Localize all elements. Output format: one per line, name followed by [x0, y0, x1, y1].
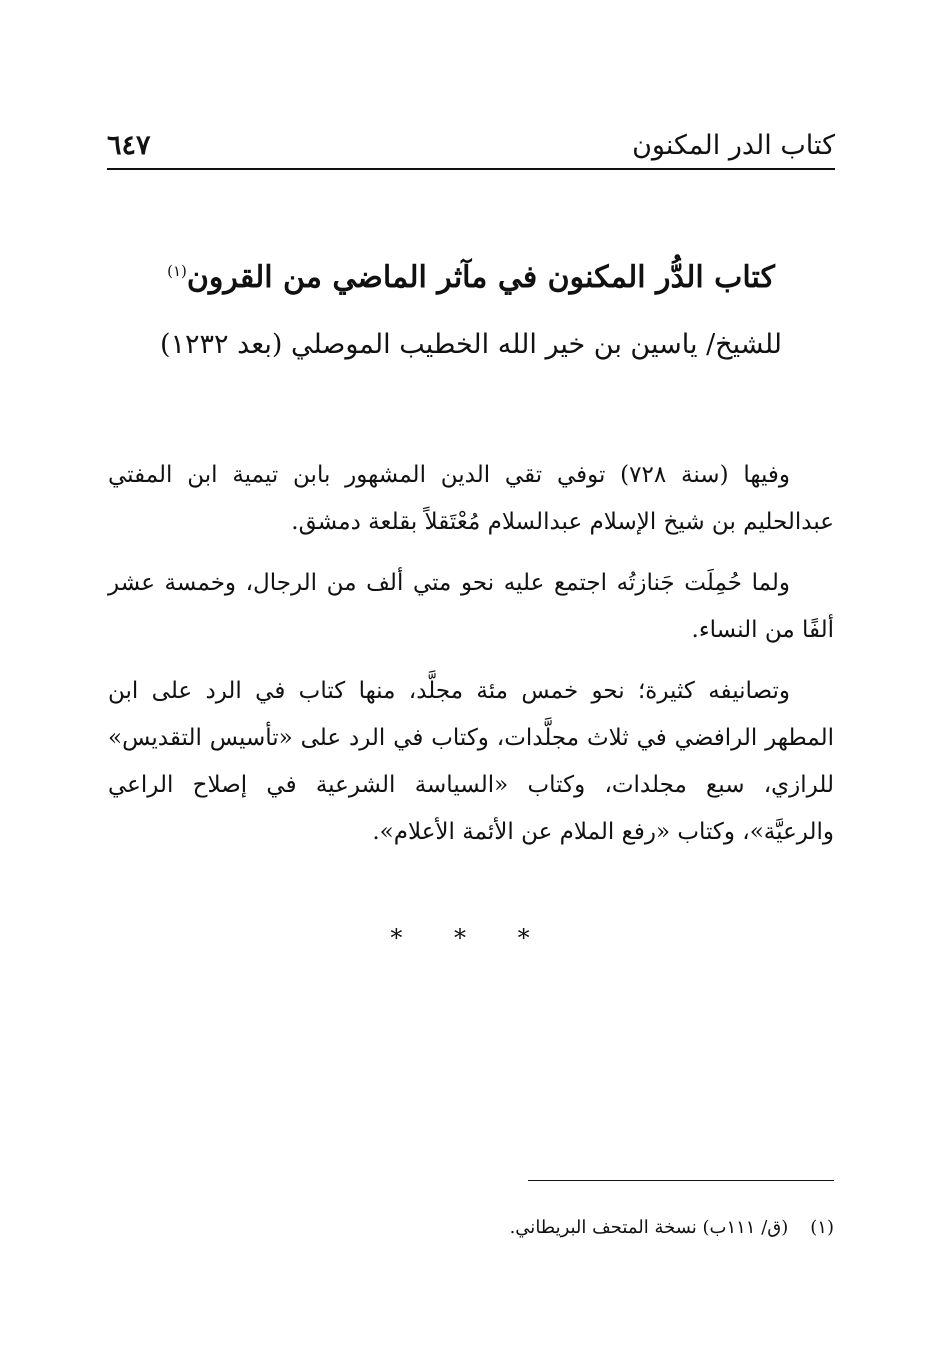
paragraph: ولما حُمِلَت جَنازتُه اجتمع عليه نحو متي ألف من الرجال، وخمسة عشر ألفًا من النساء. — [108, 570, 834, 643]
section-separator: * * * — [390, 924, 552, 952]
running-header — [107, 128, 835, 170]
page-number: ٦٤٧ — [107, 130, 151, 161]
running-title: كتاب الدر المكنون — [632, 130, 835, 161]
section-title — [107, 255, 835, 301]
paragraph: وفيها (سنة ٧٢٨) توفي تقي الدين المشهور بابن تيمية ابن المفتي عبدالحليم بن شيخ الإسلام عبدالسلام مُعْتَقلاً بقلعة دمشق. — [108, 462, 834, 535]
footnote-divider — [528, 1180, 834, 1181]
footnote-number: (١) — [810, 1217, 834, 1238]
section-author: للشيخ/ ياسين بن خير الله الخطيب الموصلي (بعد ١٢٣٢) — [159, 329, 783, 360]
body-text — [108, 452, 834, 870]
footnote — [234, 1212, 834, 1244]
section-title-text: كتاب الدُّر المكنون في مآثر الماضي من القرون — [186, 260, 775, 295]
title-footnote-marker: (١) — [167, 262, 187, 280]
footnote-text: (ق/ ١١١ب) نسخة المتحف البريطاني. — [509, 1217, 789, 1238]
paragraph: وتصانيفه كثيرة؛ نحو خمس مئة مجلَّد، منها كتاب في الرد على ابن المطهر الرافضي في ثلاث مجلَّدات، وكتاب في الرد على «تأسيس التقديس» للرازي، سبع مجلدات، وكتاب «السياسة الشرعية في إصلاح الراعي والرعيَّة»، وكتاب «رفع الملام عن الأئمة الأعلام». — [108, 678, 834, 845]
